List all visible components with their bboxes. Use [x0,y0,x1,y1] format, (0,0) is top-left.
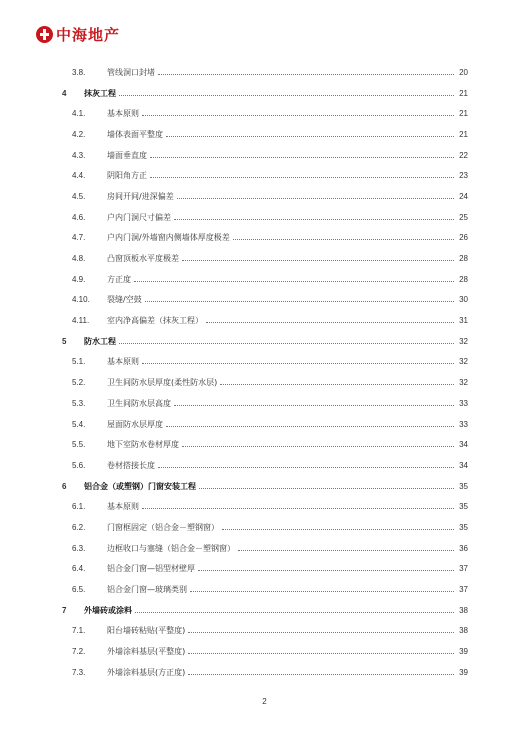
toc-leader-dots [119,95,454,96]
toc-entry-number: 6.3. [72,543,86,553]
toc-entry[interactable] [62,434,468,455]
toc-entry-number: 4.1. [72,109,86,119]
toc-entry-number: 4.5. [72,191,86,201]
toc-entry-number: 5 [62,336,67,346]
toc-leader-dots [166,426,454,427]
toc-leader-dots [142,508,454,509]
toc-entry-page: 34 [459,460,468,470]
toc-leader-dots [177,198,454,199]
toc-entry-title: 门窗框固定（铝合金－塑钢窗） [107,522,219,532]
table-of-contents [62,62,468,683]
toc-entry-number: 4.2. [72,129,86,139]
toc-leader-dots [188,674,454,675]
toc-entry[interactable] [62,662,468,683]
toc-entry[interactable] [62,538,468,559]
toc-entry-number: 7.2. [72,647,86,657]
toc-entry-title: 外墙涂料基层(方正度) [107,667,186,677]
toc-entry-title: 外墙涂料基层(平整度) [107,647,186,657]
toc-entry-title: 屋面防水层厚度 [107,419,163,429]
company-logo [36,24,120,44]
toc-entry[interactable] [62,455,468,476]
toc-entry-page: 24 [459,191,468,201]
toc-entry-title: 裂缝/空鼓 [107,295,142,305]
toc-entry[interactable] [62,372,468,393]
toc-entry[interactable] [62,124,468,145]
toc-entry-page: 33 [459,419,468,429]
toc-leader-dots [182,446,454,447]
toc-entry-number: 4.9. [72,274,86,284]
toc-entry-title: 凸窗顶板水平度极差 [107,254,179,264]
toc-entry-number: 6.1. [72,502,86,512]
toc-leader-dots [158,467,454,468]
toc-chapter-entry[interactable] [62,83,468,104]
toc-leader-dots [145,301,454,302]
toc-leader-dots [220,384,454,385]
toc-entry-title: 基本原则 [107,109,139,119]
toc-leader-dots [166,136,454,137]
toc-entry-page: 35 [459,522,468,532]
toc-entry-page: 36 [459,543,468,553]
toc-entry-title: 铝合金（或塑钢）门窗安装工程 [84,481,196,491]
toc-leader-dots [188,632,454,633]
toc-entry-page: 37 [459,564,468,574]
toc-entry-title: 地下室防水卷材厚度 [107,440,179,450]
toc-leader-dots [198,570,454,571]
toc-entry-title: 外墙砖或涂料 [84,605,132,615]
company-logo-icon [36,26,53,43]
toc-entry-page: 23 [459,171,468,181]
page-number: 2 [262,697,267,706]
toc-entry[interactable] [62,414,468,435]
toc-entry-title: 房间开间/进深偏差 [107,191,174,201]
toc-entry-page: 32 [459,336,468,346]
toc-leader-dots [174,219,454,220]
toc-leader-dots [188,653,454,654]
toc-entry-page: 33 [459,398,468,408]
toc-leader-dots [174,405,454,406]
toc-entry-page: 39 [459,647,468,657]
toc-entry-number: 7 [62,605,67,615]
toc-entry-page: 21 [459,88,468,98]
toc-entry-number: 5.6. [72,460,86,470]
toc-leader-dots [142,363,454,364]
toc-leader-dots [222,529,454,530]
toc-entry[interactable] [62,248,468,269]
toc-chapter-entry[interactable] [62,331,468,352]
toc-entry[interactable] [62,145,468,166]
toc-entry-number: 4.7. [72,233,86,243]
toc-entry-page: 35 [459,481,468,491]
toc-entry-title: 基本原则 [107,357,139,367]
toc-entry-title: 户内门洞尺寸偏差 [107,212,171,222]
toc-entry-title: 墙面垂直度 [107,150,147,160]
toc-entry-title: 防水工程 [84,336,116,346]
toc-leader-dots [190,591,454,592]
toc-entry[interactable] [62,517,468,538]
company-logo-text: 中海地产 [56,25,121,44]
toc-entry-page: 22 [459,150,468,160]
toc-entry-number: 4.4. [72,171,86,181]
toc-entry-number: 6 [62,481,67,491]
toc-entry-title: 抹灰工程 [84,88,116,98]
toc-leader-dots [199,488,454,489]
toc-entry[interactable] [62,352,468,373]
toc-entry[interactable] [62,207,468,228]
toc-entry-title: 阴阳角方正 [107,171,147,181]
toc-entry[interactable] [62,579,468,600]
toc-entry-number: 5.3. [72,398,86,408]
toc-entry-number: 5.4. [72,419,86,429]
toc-entry-page: 21 [459,129,468,139]
toc-entry-page: 28 [459,274,468,284]
toc-leader-dots [142,115,454,116]
toc-leader-dots [238,550,454,551]
toc-entry-number: 3.8. [72,67,86,77]
toc-entry-number: 5.5. [72,440,86,450]
toc-leader-dots [119,343,454,344]
toc-entry-page: 38 [459,605,468,615]
toc-entry-page: 30 [459,295,468,305]
toc-entry-title: 室内净高偏差（抹灰工程） [107,316,203,326]
toc-entry[interactable] [62,393,468,414]
toc-entry[interactable] [62,621,468,642]
toc-entry-page: 35 [459,502,468,512]
toc-entry[interactable] [62,228,468,249]
toc-entry-page: 31 [459,316,468,326]
toc-entry-number: 4 [62,88,67,98]
toc-entry-number: 5.2. [72,378,86,388]
toc-entry[interactable] [62,62,468,83]
toc-entry[interactable] [62,496,468,517]
toc-entry-page: 21 [459,109,468,119]
toc-entry-title: 方正度 [107,274,131,284]
toc-leader-dots [150,177,454,178]
toc-entry-title: 基本原则 [107,502,139,512]
toc-entry-page: 25 [459,212,468,222]
toc-entry-number: 5.1. [72,357,86,367]
toc-entry[interactable] [62,186,468,207]
toc-leader-dots [150,157,454,158]
toc-entry[interactable] [62,290,468,311]
toc-entry-title: 卫生间防水层厚度(柔性防水层) [107,378,218,388]
toc-entry-number: 6.5. [72,585,86,595]
toc-entry-page: 39 [459,667,468,677]
toc-leader-dots [182,260,454,261]
toc-chapter-entry[interactable] [62,476,468,497]
toc-entry-page: 38 [459,626,468,636]
toc-entry-number: 4.10. [72,295,90,305]
toc-entry-page: 34 [459,440,468,450]
toc-entry-number: 4.11. [72,316,90,326]
toc-leader-dots [135,612,454,613]
toc-entry-title: 卫生间防水层高度 [107,398,171,408]
toc-chapter-entry[interactable] [62,600,468,621]
toc-leader-dots [158,74,454,75]
toc-entry-title: 管线洞口封堵 [107,67,155,77]
toc-entry-title: 铝合金门窗—玻璃类别 [107,585,187,595]
toc-entry-title: 阳台墙砖粘贴(平整度) [107,626,186,636]
toc-entry-number: 4.8. [72,254,86,264]
toc-entry-number: 7.3. [72,667,86,677]
toc-entry-title: 铝合金门窗—铝型材壁厚 [107,564,195,574]
toc-entry[interactable] [62,165,468,186]
toc-entry-number: 4.3. [72,150,86,160]
toc-entry-title: 户内门洞/外墙窗内侧墙体厚度极差 [107,233,230,243]
toc-entry-title: 墙体表面平整度 [107,129,163,139]
toc-entry-number: 6.2. [72,522,86,532]
toc-entry[interactable] [62,269,468,290]
toc-entry-page: 37 [459,585,468,595]
toc-entry[interactable] [62,310,468,331]
toc-entry-number: 4.6. [72,212,86,222]
toc-entry-page: 20 [459,67,468,77]
toc-entry[interactable] [62,103,468,124]
toc-entry-title: 边框收口与塞缝（铝合金－塑钢窗） [107,543,235,553]
toc-entry-page: 28 [459,254,468,264]
toc-entry-number: 7.1. [72,626,86,636]
toc-leader-dots [233,239,454,240]
toc-entry-title: 卷材搭接长度 [107,460,155,470]
toc-entry-number: 6.4. [72,564,86,574]
toc-entry-page: 32 [459,357,468,367]
toc-entry[interactable] [62,559,468,580]
toc-leader-dots [134,281,454,282]
toc-leader-dots [206,322,454,323]
toc-entry-page: 26 [459,233,468,243]
toc-entry[interactable] [62,641,468,662]
toc-entry-page: 32 [459,378,468,388]
